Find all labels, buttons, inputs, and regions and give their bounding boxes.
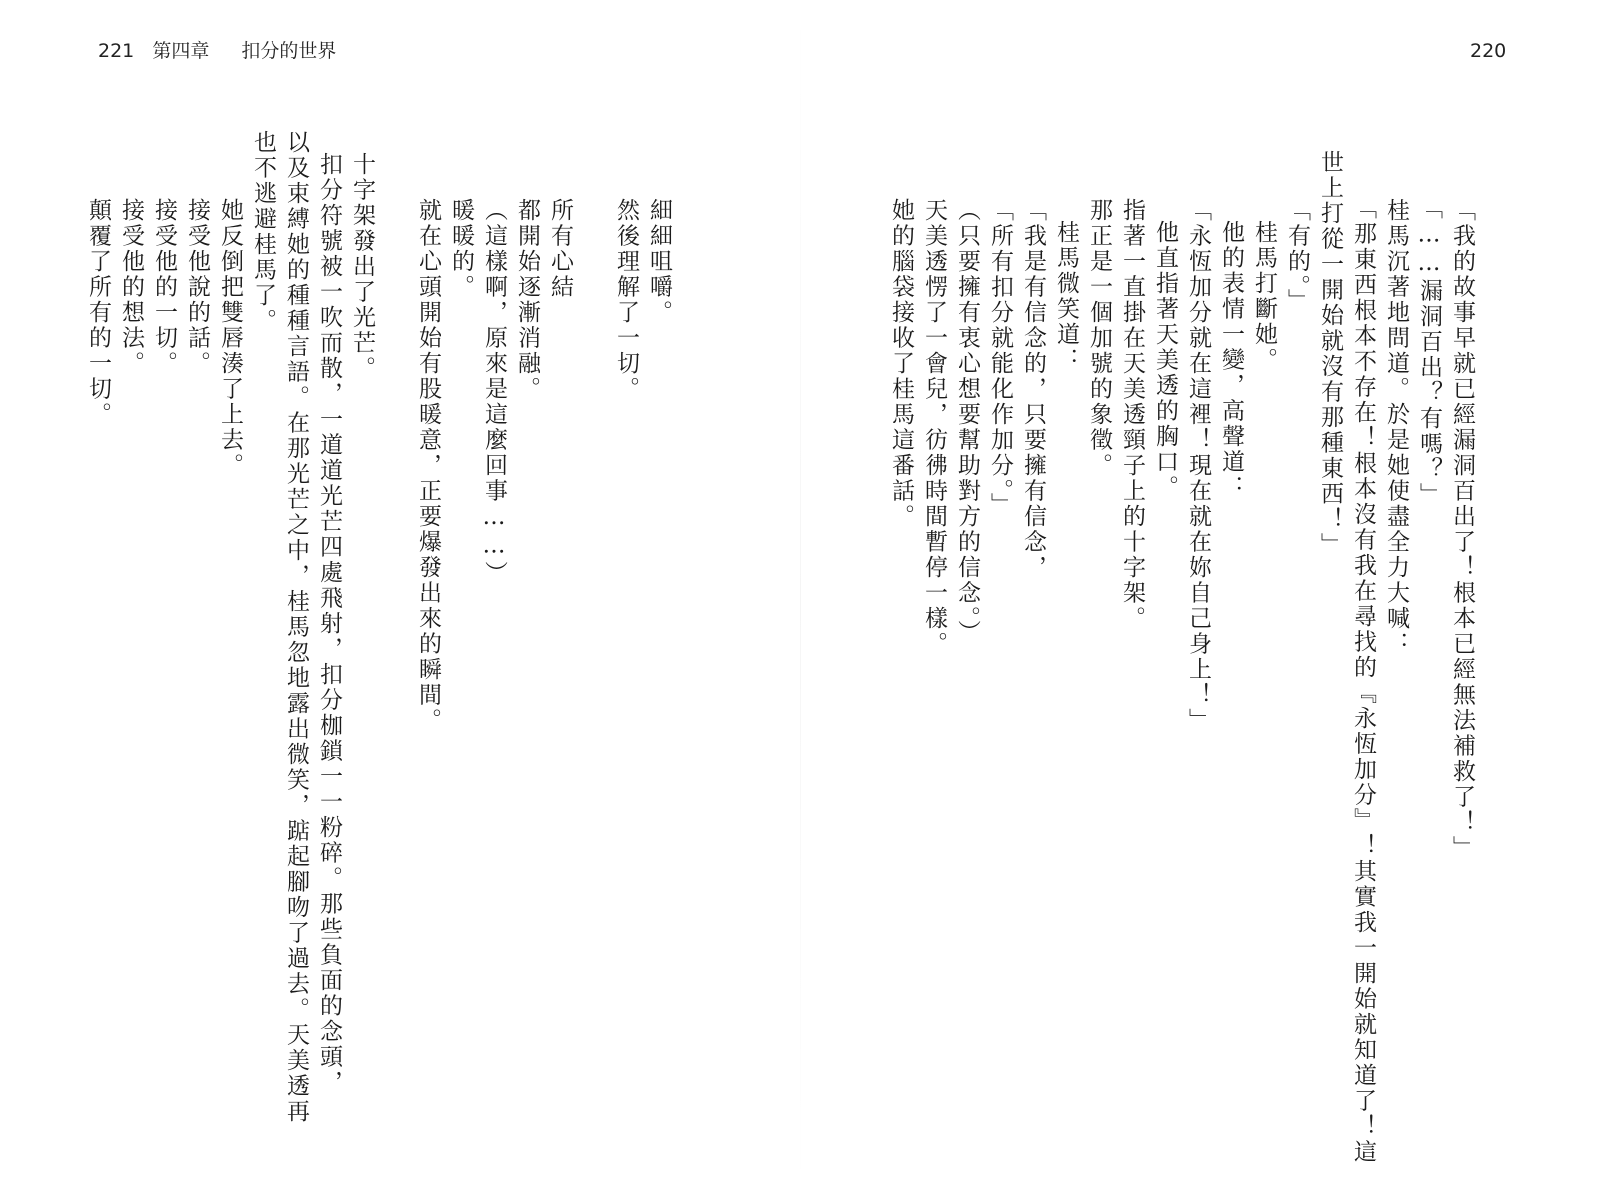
text-column <box>79 0 117 1199</box>
text-column <box>1212 0 1250 1199</box>
chapter-title: 扣分的世界 <box>241 40 337 62</box>
text-column <box>178 0 216 1199</box>
text-line: 桂馬微笑道： <box>1053 220 1079 373</box>
text-line: 「那東西根本不存在！根本沒有我在尋找的『永恆加分』！其實我一開始就知道了！這 <box>1350 196 1376 1165</box>
text-column <box>310 0 348 1199</box>
text-column <box>508 0 546 1199</box>
text-line: 她的腦袋接收了桂馬這番話。 <box>888 198 914 530</box>
text-column <box>1311 0 1349 1199</box>
text-line: 桂馬沉著地問道。於是她使盡全力大喊： <box>1383 198 1409 657</box>
text-line: 世上打從一開始就沒有那種東西！」 <box>1317 150 1343 558</box>
text-column <box>277 0 315 1199</box>
text-column <box>915 0 953 1199</box>
text-line: 所有心結 <box>547 198 573 300</box>
text-column <box>1113 0 1151 1199</box>
text-column <box>882 0 920 1199</box>
text-line: 扣分符號被一吹而散，一道道光芒四處飛射，扣分枷鎖一一粉碎。那些負面的念頭， <box>316 152 342 1096</box>
text-column <box>981 0 1019 1199</box>
text-column <box>1278 0 1316 1199</box>
text-line: 他直指著天美透的胸口。 <box>1152 220 1178 501</box>
text-column <box>1410 0 1448 1199</box>
text-column <box>948 0 986 1199</box>
text-column <box>442 0 480 1199</box>
text-column <box>1047 0 1085 1199</box>
text-line: 細細咀嚼。 <box>646 198 672 326</box>
text-line: 十字架發出了光芒。 <box>349 152 375 382</box>
text-line: 接受他的想法。 <box>118 198 144 377</box>
text-column <box>475 0 513 1199</box>
text-line: 天美透愣了一會兒，彷彿時間暫停一樣。 <box>921 198 947 657</box>
text-line: 也不逃避桂馬了。 <box>250 130 276 334</box>
text-column <box>343 0 381 1199</box>
text-line: 都開始逐漸消融。 <box>514 198 540 402</box>
text-line: 那正是一個加號的象徵。 <box>1086 198 1112 479</box>
text-column <box>1377 0 1415 1199</box>
text-line: 「永恆加分就在這裡！現在就在妳自己身上！」 <box>1185 198 1211 734</box>
text-column <box>1245 0 1283 1199</box>
left-page-number: 221 <box>98 40 135 62</box>
right-page-number: 220 <box>1470 40 1507 62</box>
text-column <box>1179 0 1217 1199</box>
text-line: 「我的故事早就已經漏洞百出了！根本已經無法補救了！」 <box>1449 198 1475 861</box>
text-line: 就在心頭開始有股暖意，正要爆發出來的瞬間。 <box>415 198 441 734</box>
text-column <box>145 0 183 1199</box>
text-column <box>112 0 150 1199</box>
text-line: 指著一直掛在天美透頸子上的十字架。 <box>1119 198 1145 632</box>
text-column <box>409 0 447 1199</box>
page-gutter <box>800 0 801 1199</box>
text-line: 她反倒把雙唇湊了上去。 <box>217 198 243 479</box>
text-line: 以及束縛她的種種言語。在那光芒之中，桂馬忽地露出微笑，踮起腳吻了過去。天美透再 <box>283 130 309 1125</box>
text-line: 接受他說的話。 <box>184 198 210 377</box>
text-column <box>211 0 249 1199</box>
text-column <box>1146 0 1184 1199</box>
text-column <box>1014 0 1052 1199</box>
text-line: 他的表情一變，高聲道： <box>1218 220 1244 501</box>
text-line: 「……漏洞百出？有嗎？」 <box>1416 196 1442 508</box>
text-line: 顛覆了所有的一切。 <box>85 198 111 428</box>
text-line: 然後理解了一切。 <box>613 198 639 402</box>
text-line: 「有的。」 <box>1284 198 1310 314</box>
text-line: 「所有扣分就能化作加分。」 <box>987 198 1013 518</box>
text-column <box>244 0 282 1199</box>
text-line: （這樣啊，原來是這麼回事……） <box>481 198 507 587</box>
text-column <box>607 0 645 1199</box>
text-column <box>541 0 579 1199</box>
text-column <box>1443 0 1481 1199</box>
text-line: 「我是有信念的，只要擁有信念， <box>1020 198 1046 581</box>
text-line: 暖暖的。 <box>448 198 474 300</box>
text-line: （只要擁有衷心想要幫助對方的信念。） <box>954 198 980 646</box>
text-line: 桂馬打斷她。 <box>1251 220 1277 373</box>
text-line: 接受他的一切。 <box>151 198 177 377</box>
text-column <box>1344 0 1382 1199</box>
text-column <box>640 0 678 1199</box>
chapter-number: 第四章 <box>152 40 210 62</box>
text-column <box>1080 0 1118 1199</box>
